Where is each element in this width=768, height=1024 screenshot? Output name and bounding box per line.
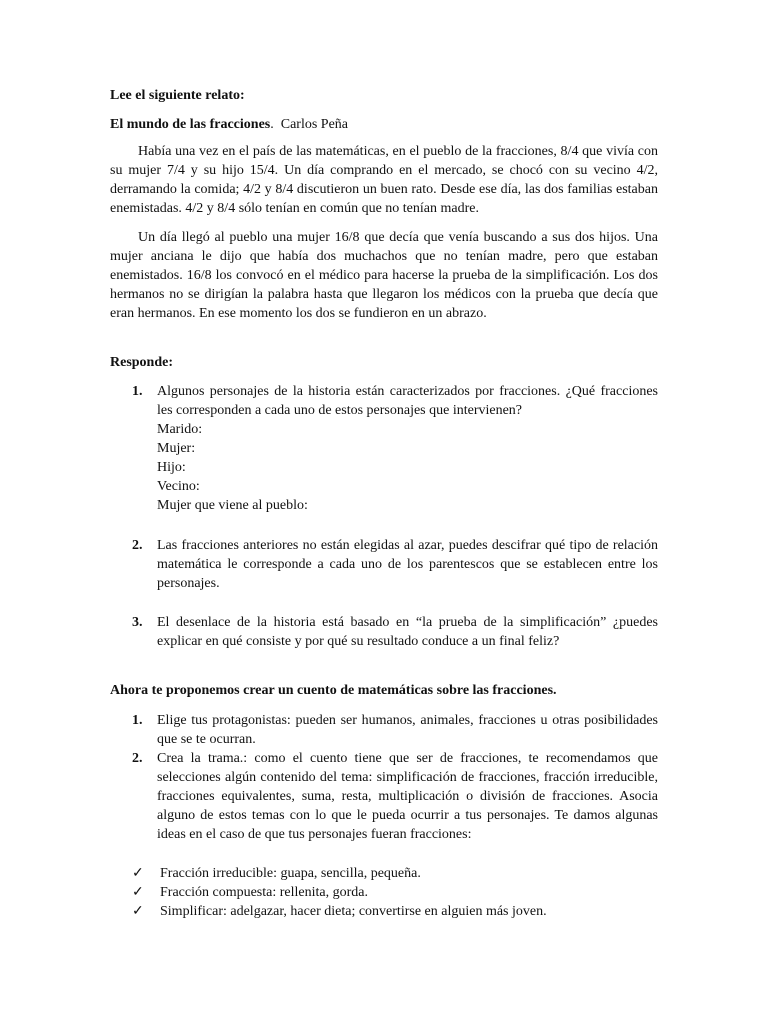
question-3-text: El desenlace de la historia está basado en “la prueba de la simplificación” ¿puedes explicar en qué consiste y por qué su resultado conduce a un final feliz? bbox=[157, 615, 658, 649]
question-1-number: 1. bbox=[132, 384, 143, 399]
checkmark-icon: ✓ bbox=[132, 904, 144, 919]
step-2 bbox=[110, 749, 658, 844]
field-mujer-pueblo: Mujer que viene al pueblo: bbox=[157, 498, 308, 513]
step-1 bbox=[110, 711, 658, 749]
question-3 bbox=[110, 613, 658, 651]
step-2-number: 2. bbox=[132, 751, 143, 766]
idea-text: Fracción compuesta: rellenita, gorda. bbox=[160, 885, 368, 900]
responde-title: Responde: bbox=[110, 355, 174, 370]
question-2-text: Las fracciones anteriores no están elegidas al azar, puedes descifrar qué tipo de relación matemática le corresponde a cada uno de los parentescos que se establecen entre los personajes. bbox=[157, 538, 658, 591]
question-3-number: 3. bbox=[132, 615, 143, 630]
field-vecino: Vecino: bbox=[157, 479, 200, 494]
story-paragraph-1: Había una vez en el país de las matemáticas, en el pueblo de la fracciones, 8/4 que vivía con su mujer 7/4 y su hijo 15/4. Un día comprando en el mercado, se chocó con su vecino 4/2, derramando la comida; 4/2 y 8/4 discutieron un buen rato. Desde ese día, las dos familias estaban enemistadas. 4/2 y 8/4 sólo tenían en común que no tenían madre. bbox=[110, 144, 658, 216]
step-1-number: 1. bbox=[132, 713, 143, 728]
step-2-text: Crea la trama.: como el cuento tiene que ser de fracciones, te recomendamos que selecciones algún contenido del tema: simplificación de fracciones, fracción irreducible, fracciones equivalentes, suma, resta, multiplicación o división de fracciones. Asocia alguno de estos temas con lo que le pueda ocurrir a tus personajes. Te damos algunas ideas en el caso de que tus personajes fueran fracciones: bbox=[157, 751, 658, 842]
checkmark-icon: ✓ bbox=[132, 866, 144, 881]
checkmark-icon: ✓ bbox=[132, 885, 144, 900]
question-2 bbox=[110, 536, 658, 593]
heading: Lee el siguiente relato: bbox=[110, 88, 245, 103]
idea-text: Fracción irreducible: guapa, sencilla, pequeña. bbox=[160, 866, 421, 881]
story-paragraph-2: Un día llegó al pueblo una mujer 16/8 que decía que venía buscando a sus dos hijos. Una mujer anciana le dijo que había dos muchachos que no tenían madre, pero que estaban enemistados. 16/8 los convocó en el médico para hacerse la prueba de la simplificación. Los dos hermanos no se dirigían la palabra hasta que llegaron los médicos con la prueba que decía que eran hermanos. En ese momento los dos se fundieron en un abrazo. bbox=[110, 230, 658, 321]
idea-text: Simplificar: adelgazar, hacer dieta; convertirse en alguien más joven. bbox=[160, 904, 547, 919]
story-title: El mundo de las fracciones bbox=[110, 117, 271, 132]
field-mujer: Mujer: bbox=[157, 441, 196, 456]
story-author: Carlos Peña bbox=[280, 117, 348, 132]
idea-item bbox=[110, 883, 658, 902]
crear-title: Ahora te proponemos crear un cuento de matemáticas sobre las fracciones. bbox=[110, 683, 557, 698]
question-2-number: 2. bbox=[132, 538, 143, 553]
idea-item bbox=[110, 864, 658, 883]
field-hijo: Hijo: bbox=[157, 460, 186, 475]
step-1-text: Elige tus protagonistas: pueden ser humanos, animales, fracciones u otras posibilidades que se te ocurran. bbox=[157, 713, 658, 747]
question-1-text: Algunos personajes de la historia están caracterizados por fracciones. ¿Qué fracciones les corresponden a cada uno de estos personajes que intervienen? bbox=[157, 384, 658, 418]
question-1 bbox=[110, 382, 658, 515]
story-title-sep: . bbox=[270, 117, 274, 132]
idea-item bbox=[110, 902, 658, 921]
field-marido: Marido: bbox=[157, 422, 203, 437]
story-title-line bbox=[110, 115, 658, 134]
